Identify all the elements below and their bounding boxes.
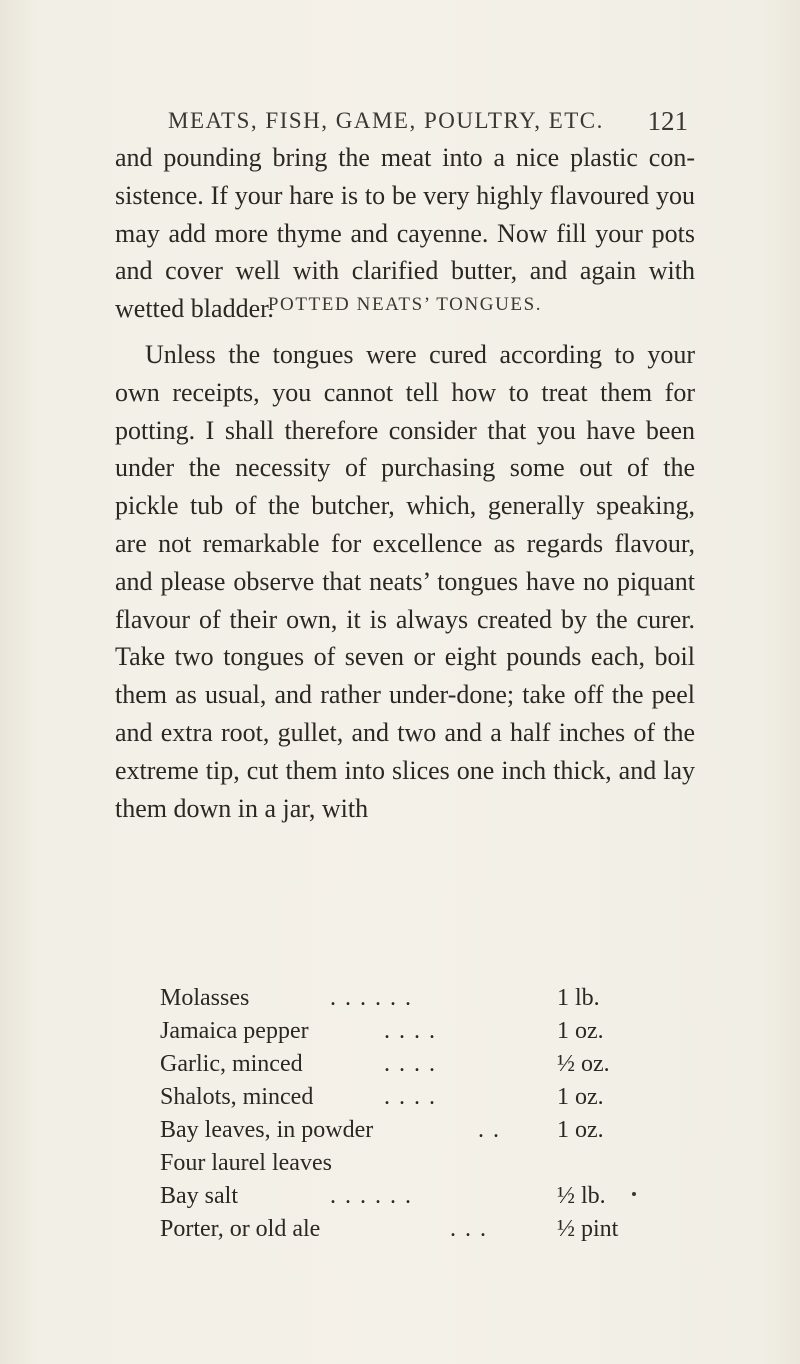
ingredient-list [160,985,720,1249]
ingredient-row [160,985,720,1018]
ingredient-row [160,1084,720,1117]
page-number: 121 [647,106,688,136]
ingredient-leader-dots: ... [450,1216,495,1242]
ingredient-name: Porter, or old ale [160,1216,321,1242]
ingredient-quantity: ½ oz. [557,1051,610,1077]
ingredient-quantity: 1 oz. [557,1117,604,1143]
ingredient-quantity: ½ pint [557,1216,619,1242]
ingredient-row [160,1051,720,1084]
ingredient-quantity: 1 oz. [557,1084,604,1110]
ingredient-row [160,1216,720,1249]
paragraph-2-text: Unless the tongues were cured according to your own receipts, you cannot tell how to treat them for potting. I shall therefore consider that you have been under the necessity of purchasing some out of the pickle tub of the butcher, which, generally speaking, are not remarkable for excellence as regards flavour, and please observe that neats’ tongues have no piquant flavour of their own, it is always created by the curer. Take two tongues of seven or eight pounds each, boil them as usual, and rather under-done; take off the peel and extra root, gullet, and two and a half inches of the extreme tip, cut them into slices one inch thick, and lay them down in a jar, with [115,340,695,823]
ingredient-leader-dots: .... [384,1018,444,1044]
paragraph-1-text: and pounding bring the meat into a nice plastic con-sistence. If your hare is to be very highly flavoured you may add more thyme and cayenne. Now fill your pots and cover well with clarified butter, and again with wetted bladder. [115,143,695,324]
ingredient-leader-dots: .... [384,1051,444,1077]
ingredient-quantity: ½ lb. [557,1183,606,1209]
ingredient-name: Molasses [160,985,250,1011]
ingredient-name: Jamaica pepper [160,1018,309,1044]
ingredient-leader-dots: .. [478,1117,508,1143]
ingredient-quantity: 1 lb. [557,985,600,1011]
ingredient-leader-dots: ...... [330,1183,420,1209]
ingredient-row [160,1117,720,1150]
ingredient-quantity: 1 oz. [557,1018,604,1044]
ingredient-leader-dots: ...... [330,985,420,1011]
paragraph-2 [115,336,695,827]
section-heading: POTTED NEATS’ TONGUES. [267,294,543,315]
ingredient-name: Garlic, minced [160,1051,303,1077]
ingredient-name: Bay leaves, in powder [160,1117,374,1143]
ingredient-row [160,1018,720,1051]
ingredient-row [160,1183,720,1216]
ingredient-row [160,1150,720,1183]
ingredient-name: Bay salt [160,1183,238,1209]
running-title: MEATS, FISH, GAME, POULTRY, ETC. [168,108,604,133]
ingredient-leader-dots: .... [384,1084,444,1110]
ink-speck [632,1192,636,1196]
ingredient-name: Four laurel leaves [160,1150,332,1176]
ingredient-name: Shalots, minced [160,1084,314,1110]
